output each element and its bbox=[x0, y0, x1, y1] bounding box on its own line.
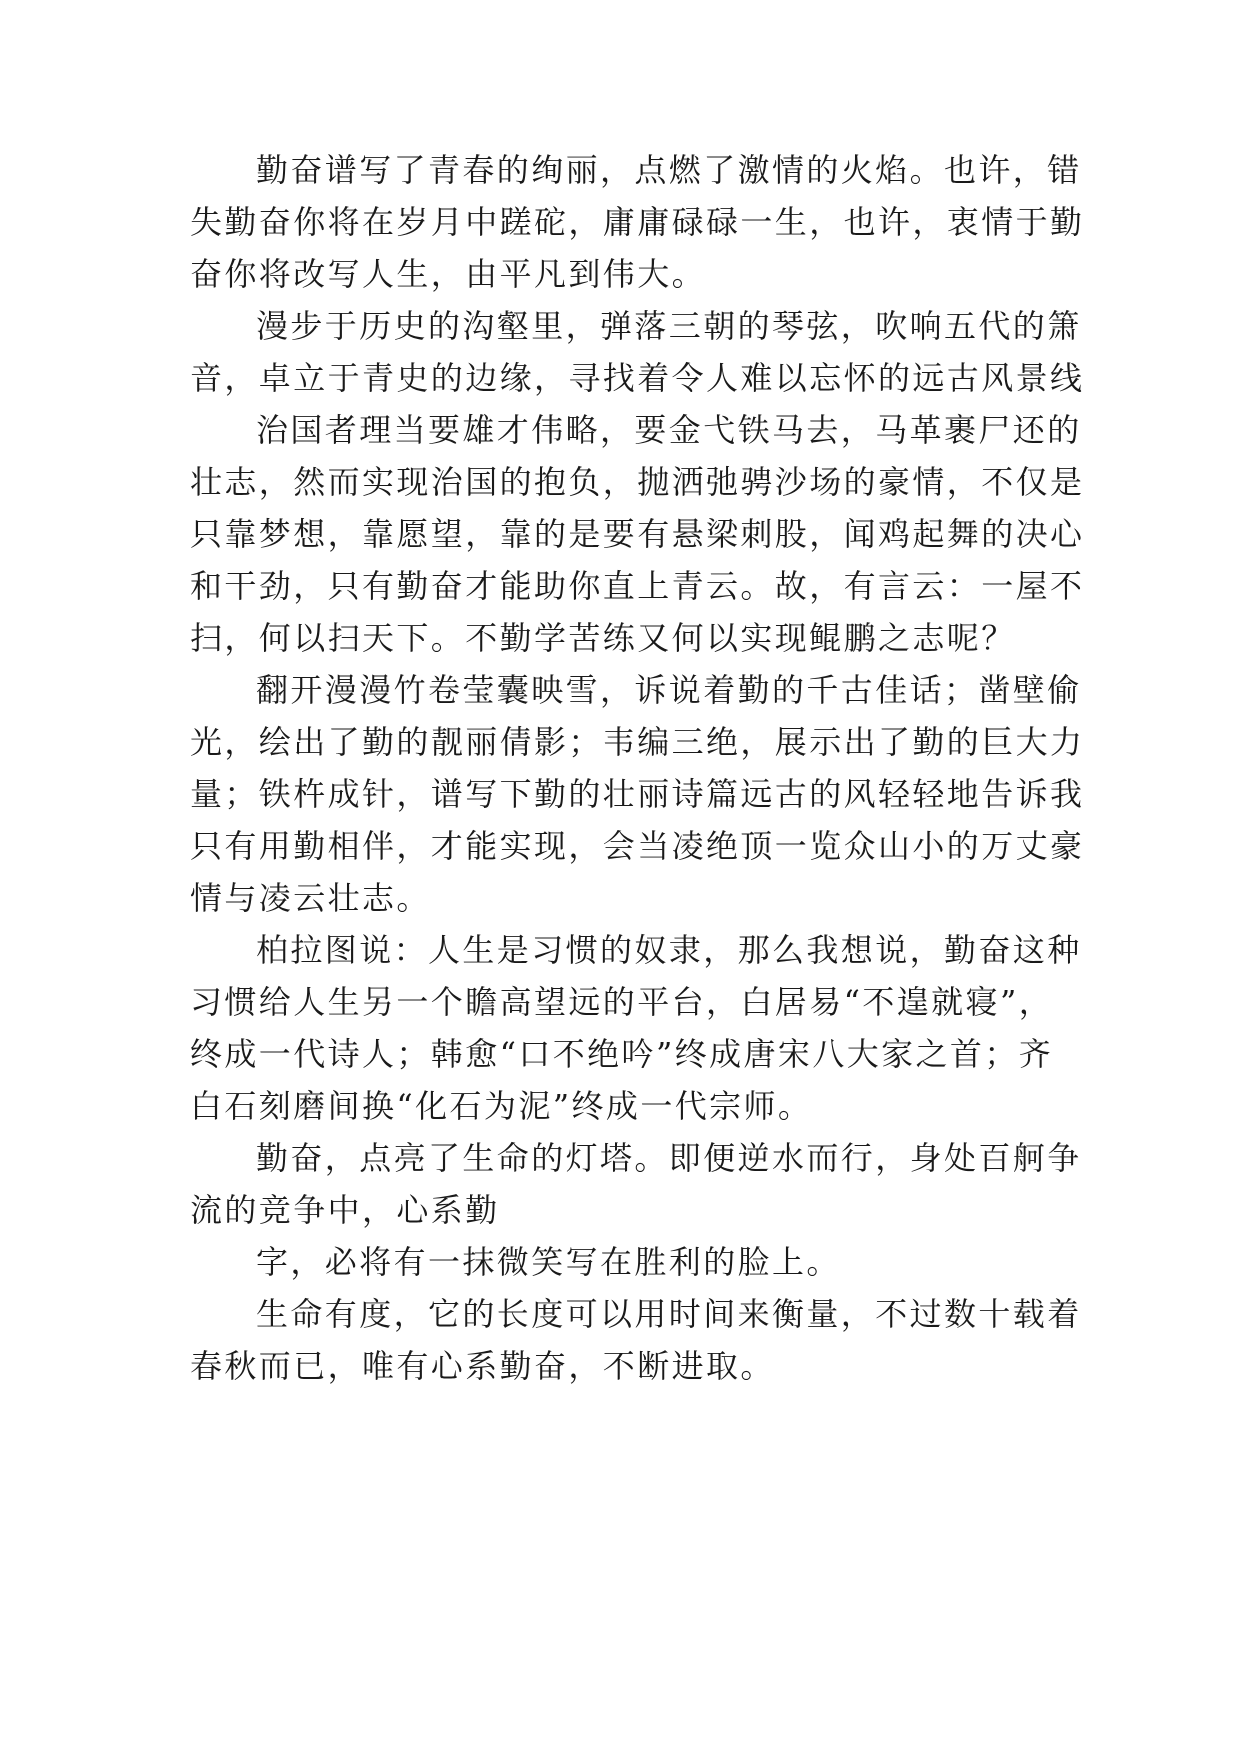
text-line: 失勤奋你将在岁月中蹉砣，庸庸碌碌一生，也许，衷情于勤 bbox=[190, 203, 1085, 241]
text-line: 翻开漫漫竹卷莹囊映雪，诉说着勤的千古佳话；凿壁偷 bbox=[256, 671, 1082, 709]
text-line: 流的竞争中，心系勤 bbox=[190, 1191, 500, 1229]
text-line: 终成一代诗人；韩愈“口不绝吟”终成唐宋八大家之首；齐 bbox=[190, 1035, 1054, 1073]
text-line: 柏拉图说：人生是习惯的奴隶，那么我想说，勤奋这种 bbox=[256, 931, 1082, 969]
text-line: 音，卓立于青史的边缘，寻找着令人难以忘怀的远古风景线 bbox=[190, 359, 1085, 397]
text-line: 只靠梦想，靠愿望，靠的是要有悬梁刺股，闻鸡起舞的决心 bbox=[190, 515, 1085, 553]
text-line: 情与凌云壮志。 bbox=[190, 879, 431, 917]
text-line: 白石刻磨间换“化石为泥”终成一代宗师。 bbox=[190, 1087, 813, 1125]
text-line: 光，绘出了勤的靓丽倩影；韦编三绝，展示出了勤的巨大力 bbox=[190, 723, 1085, 761]
text-line: 治国者理当要雄才伟略，要金弋铁马去，马革裹尸还的 bbox=[256, 411, 1082, 449]
text-line: 习惯给人生另一个瞻高望远的平台，白居易“不遑就寝”， bbox=[190, 983, 1054, 1021]
text-line: 春秋而已，唯有心系勤奋，不断进取。 bbox=[190, 1347, 775, 1385]
text-line: 量；铁杵成针，谱写下勤的壮丽诗篇远古的风轻轻地告诉我 bbox=[190, 775, 1085, 813]
text-line: 漫步于历史的沟壑里，弹落三朝的琴弦，吹响五代的箫 bbox=[256, 307, 1082, 345]
text-line: 和干劲，只有勤奋才能助你直上青云。故，有言云：一屋不 bbox=[190, 567, 1085, 605]
text-line: 勤奋，点亮了生命的灯塔。即便逆水而行，身处百舸争 bbox=[256, 1139, 1082, 1177]
text-line: 只有用勤相伴，才能实现，会当凌绝顶一览众山小的万丈豪 bbox=[190, 827, 1085, 865]
text-line: 勤奋谱写了青春的绚丽，点燃了激情的火焰。也许，错 bbox=[256, 151, 1082, 189]
text-line: 扫，何以扫天下。不勤学苦练又何以实现鲲鹏之志呢？ bbox=[190, 619, 1016, 657]
text-line: 壮志，然而实现治国的抱负，抛洒弛骋沙场的豪情，不仅是 bbox=[190, 463, 1085, 501]
text-line: 生命有度，它的长度可以用时间来衡量，不过数十载着 bbox=[256, 1295, 1082, 1333]
text-line: 字，必将有一抹微笑写在胜利的脸上。 bbox=[256, 1243, 841, 1281]
text-line: 奋你将改写人生，由平凡到伟大。 bbox=[190, 255, 707, 293]
